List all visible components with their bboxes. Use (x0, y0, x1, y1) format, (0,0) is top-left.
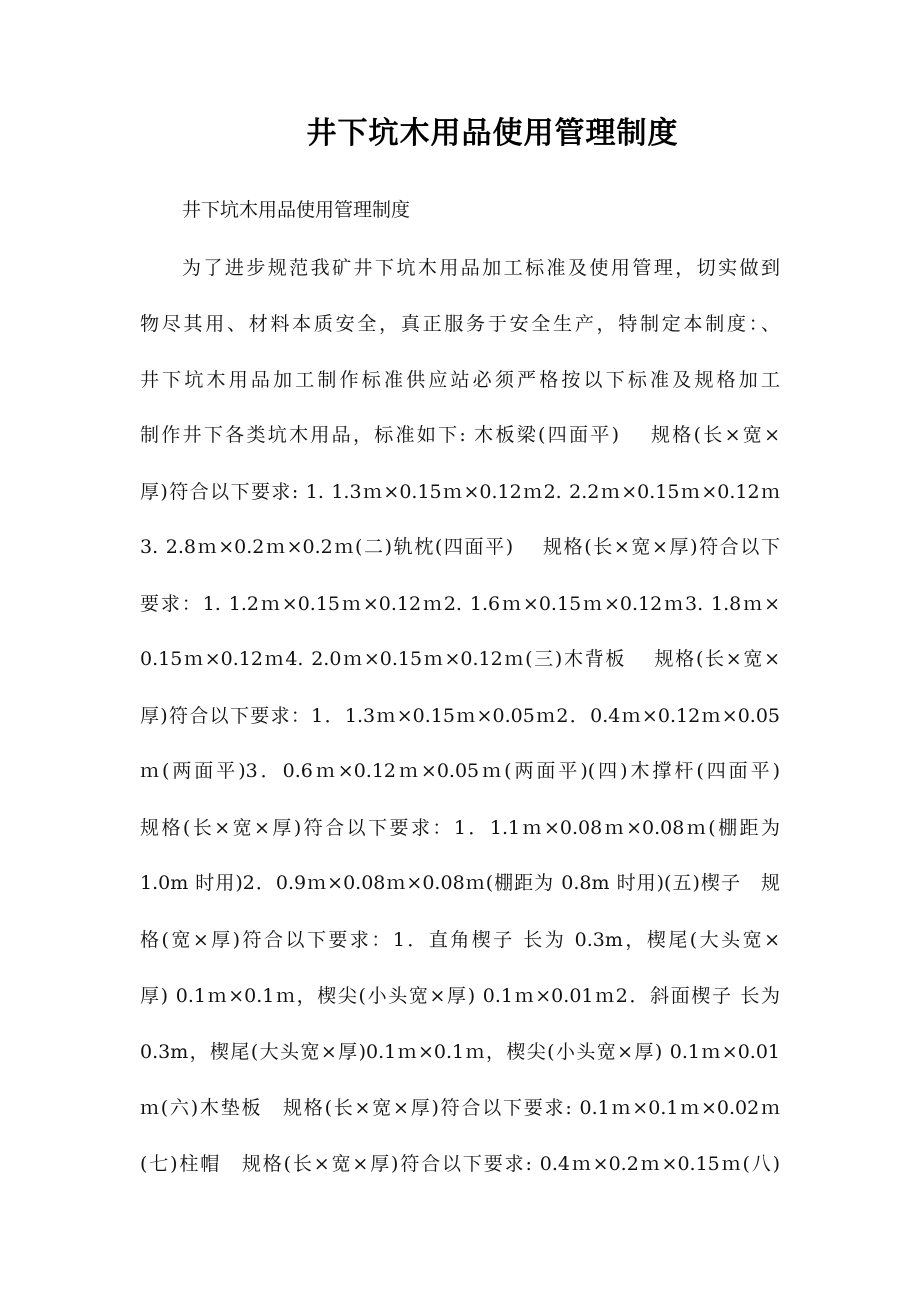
text-line-8: 0.15ｍ×0.12ｍ4. 2.0ｍ×0.15ｍ×0.12ｍ(三)木背板 规格(长×宽× (140, 648, 780, 670)
text-line-1: 为了进步规范我矿井下坑木用品加工标准及使用管理，切实做到 (182, 257, 780, 279)
text-line-3: 井下坑木用品加工制作标准供应站必须严格按以下标准及规格加工 (140, 369, 780, 391)
text-line-7: 要求：1. 1.2ｍ×0.15ｍ×0.12ｍ2. 1.6ｍ×0.15ｍ×0.12ｍ3. 1.8ｍ× (140, 593, 780, 615)
text-line-15: 0.3m，楔尾(大头宽×厚)0.1ｍ×0.1ｍ，楔尖(小头宽×厚) 0.1ｍ×0.01 (140, 1041, 780, 1063)
text-line-16: ｍ(六)木垫板 规格(长×宽×厚)符合以下要求: 0.1ｍ×0.1ｍ×0.02ｍ (140, 1097, 780, 1119)
document-title: 井下坑木用品使用管理制度 (306, 116, 679, 151)
text-line-12: 1.0m 时用)2．0.9ｍ×0.08ｍ×0.08ｍ(棚距为 0.8m 时用)(五)楔子 规 (140, 872, 780, 894)
text-line-9: 厚)符合以下要求：1．1.3ｍ×0.15ｍ×0.05ｍ2．0.4ｍ×0.12ｍ×0.05 (140, 705, 780, 727)
text-line-4: 制作井下各类坑木用品，标准如下: 木板梁(四面平) 规格(长×宽× (140, 424, 780, 446)
text-line-2: 物尽其用、材料本质安全，真正服务于安全生产，特制定本制度：、 (140, 313, 780, 335)
text-line-14: 厚) 0.1ｍ×0.1ｍ，楔尖(小头宽×厚) 0.1ｍ×0.01ｍ2．斜面楔子 长为 (140, 985, 780, 1007)
text-line-5: 厚)符合以下要求: 1. 1.3ｍ×0.15ｍ×0.12ｍ2. 2.2ｍ×0.15ｍ×0.12ｍ (140, 481, 780, 503)
text-line-11: 规格(长×宽×厚)符合以下要求：1．1.1ｍ×0.08ｍ×0.08ｍ(棚距为 (140, 817, 780, 839)
subtitle-line: 井下坑木用品使用管理制度 (182, 199, 411, 221)
text-line-10: ｍ(两面平)3．0.6ｍ×0.12ｍ×0.05ｍ(两面平)(四)木撑杆(四面平) (140, 760, 780, 782)
text-line-6: 3. 2.8ｍ×0.2ｍ×0.2ｍ(二)轨枕(四面平) 规格(长×宽×厚)符合以下 (140, 536, 780, 558)
text-line-17: (七)柱帽 规格(长×宽×厚)符合以下要求: 0.4ｍ×0.2ｍ×0.15ｍ(八) (140, 1153, 780, 1175)
text-line-13: 格(宽×厚)符合以下要求：1．直角楔子 长为 0.3m，楔尾(大头宽× (140, 929, 780, 951)
